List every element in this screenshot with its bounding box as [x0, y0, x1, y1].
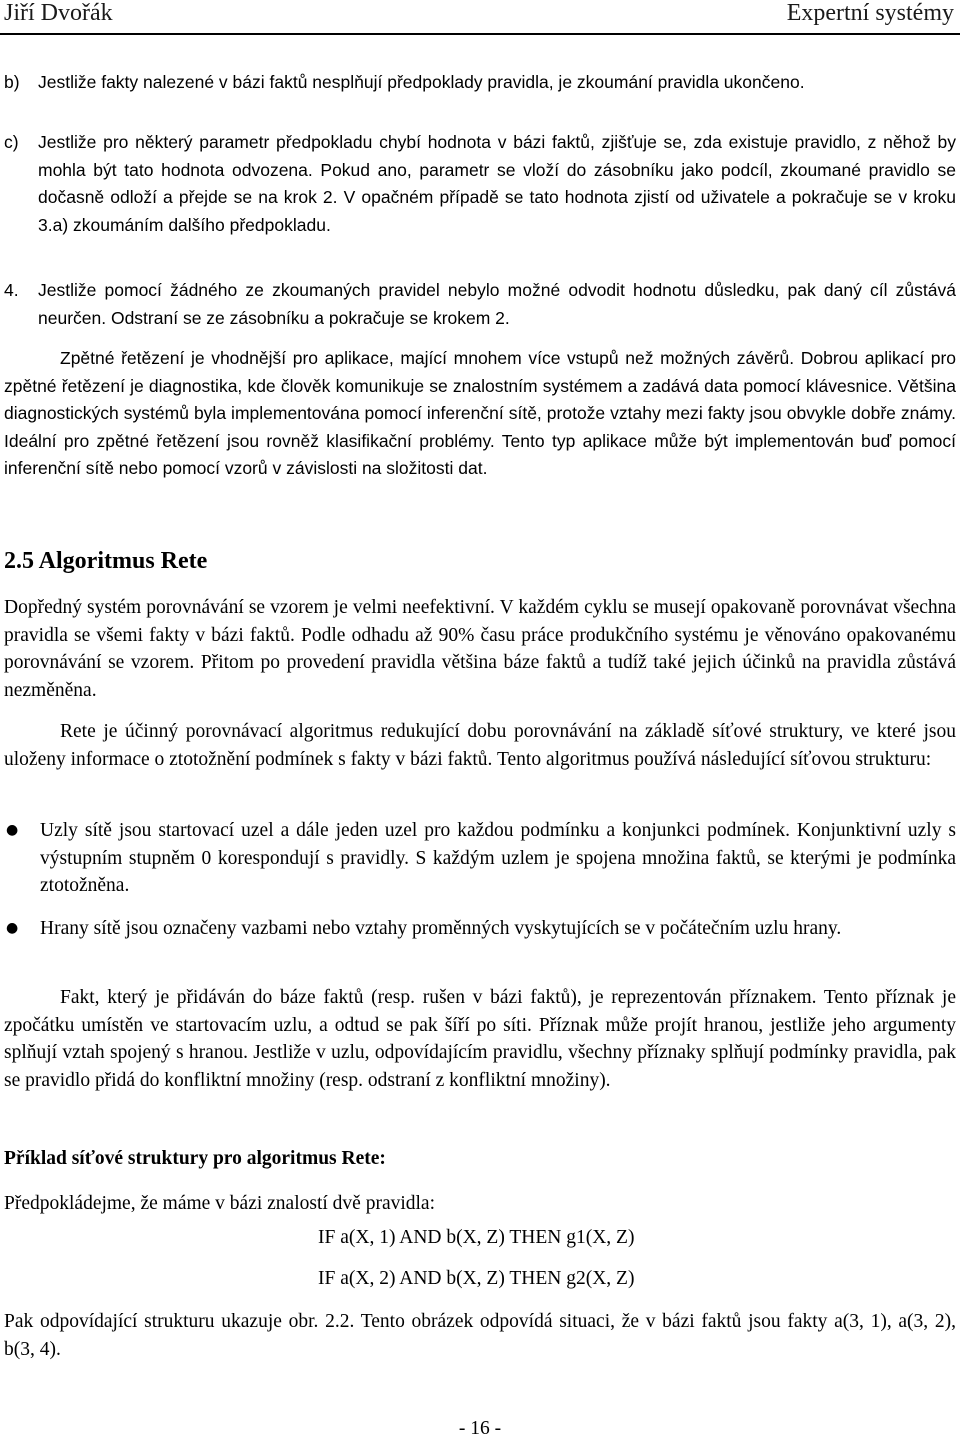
header-rule — [0, 33, 960, 35]
section-heading: 2.5 Algoritmus Rete — [4, 548, 208, 574]
example-intro: Předpokládejme, že máme v bázi znalostí dvě pravidla: — [4, 1193, 436, 1214]
page-number: - 16 - — [458, 1418, 502, 1439]
example-outro: Pak odpovídající strukturu ukazuje obr. 2.2. Tento obrázek odpovídá situaci, že v bázi faktů jsou fakty a(3, 1), a(3, 2), b(3, 4). — [4, 1311, 956, 1360]
header-author: Jiří Dvořák — [4, 0, 113, 26]
paragraph-fact-token: Fakt, který je přidáván do báze faktů (resp. rušen v bázi faktů), je reprezentován příznakem. Tento příznak je zpočátku umístěn ve startovacím uzlu, a odtud se pak šíří po síti. Příznak může projít hranou, jestliže jeho argumenty splňují vztah spojený s hranou. Jestliže v uzlu, odpovídajícím pravidlu, všechny příznaky splňují podmínky pravidla, pak se pravidlo přidá do konfliktní množiny (resp. odstraní z konfliktní množiny). — [4, 987, 956, 1091]
bullet-item-edges: Hrany sítě jsou označeny vazbami nebo vztahy proměnných vyskytujících se v počátečním uzlu hrany. — [40, 918, 842, 939]
bullet-icon: ● — [6, 920, 19, 936]
rule-2: IF a(X, 2) AND b(X, Z) THEN g2(X, Z) — [318, 1268, 635, 1289]
list-marker-c: c) — [4, 132, 19, 152]
list-marker-4: 4. — [4, 280, 19, 300]
list-item-4: Jestliže pomocí žádného ze zkoumaných pravidel nebylo možné odvodit hodnotu důsledku, pak daný cíl zůstává neurčen. Odstraní se ze zásobníku a pokračuje se krokem 2. — [38, 280, 956, 328]
header-title: Expertní systémy — [786, 0, 954, 26]
bullet-item-nodes: Uzly sítě jsou startovací uzel a dále jeden uzel pro každou podmínku a konjunkci podmínek. Konjunktivní uzly s výstupním stupněm 0 korespondují s pravidly. S každým uzlem je spojena množina faktů, se kterými je podmínka ztotožněna. — [40, 820, 956, 896]
paragraph-backward-chaining: Zpětné řetězení je vhodnější pro aplikace, mající mnohem více vstupů než možných závěrů. Dobrou aplikací pro zpětné řetězení je diagnostika, kde člověk komunikuje se znalostním systémem a zadává data pomocí klávesnice. Většina diagnostických systémů byla implementována pomocí inferenční sítě, protože vztahy mezi fakty jsou obvykle dobře známy. Ideální pro zpětné řetězení jsou rovněž klasifikační problémy. Tento typ aplikace může být implementován buď pomocí inferenční sítě nebo pomocí vzorů v závislosti na složitosti dat. — [4, 348, 956, 478]
page-header — [0, 0, 960, 34]
example-title: Příklad síťové struktury pro algoritmus Rete: — [4, 1148, 386, 1169]
list-marker-b: b) — [4, 72, 20, 92]
list-item-b: Jestliže fakty nalezené v bázi faktů nesplňují předpoklady pravidla, je zkoumání pravidla ukončeno. — [38, 72, 805, 92]
paragraph-rete: Rete je účinný porovnávací algoritmus redukující dobu porovnávání na základě síťové struktury, ve které jsou uloženy informace o ztotožnění podmínek s fakty v bázi faktů. Tento algoritmus používá následující síťovou strukturu: — [4, 721, 956, 770]
bullet-icon: ● — [6, 822, 19, 838]
list-item-c: Jestliže pro některý parametr předpokladu chybí hodnota v bázi faktů, zjišťuje se, zda existuje pravidlo, z něhož by mohla být tato hodnota odvozena. Pokud ano, parametr se vloží do zásobníku jako podcíl, zkoumané pravidlo se dočasně odloží a přejde se na krok 2. V opačném případě se tato hodnota zjistí od uživatele a pokračuje se v kroku 3.a) zkoumáním dalšího předpokladu. — [38, 132, 956, 235]
rule-1: IF a(X, 1) AND b(X, Z) THEN g1(X, Z) — [318, 1227, 635, 1248]
paragraph-forward-matching: Dopředný systém porovnávání se vzorem je velmi neefektivní. V každém cyklu se musejí opakovaně porovnávat všechna pravidla se všemi fakty v bázi faktů. Podle odhadu až 90% času práce produkčního systému je věnováno opakovanému porovnávání se vzorem. Přitom po provedení pravidla většina báze faktů a tudíž také jejich účinků na pravidla zůstává nezměněna. — [4, 597, 956, 701]
